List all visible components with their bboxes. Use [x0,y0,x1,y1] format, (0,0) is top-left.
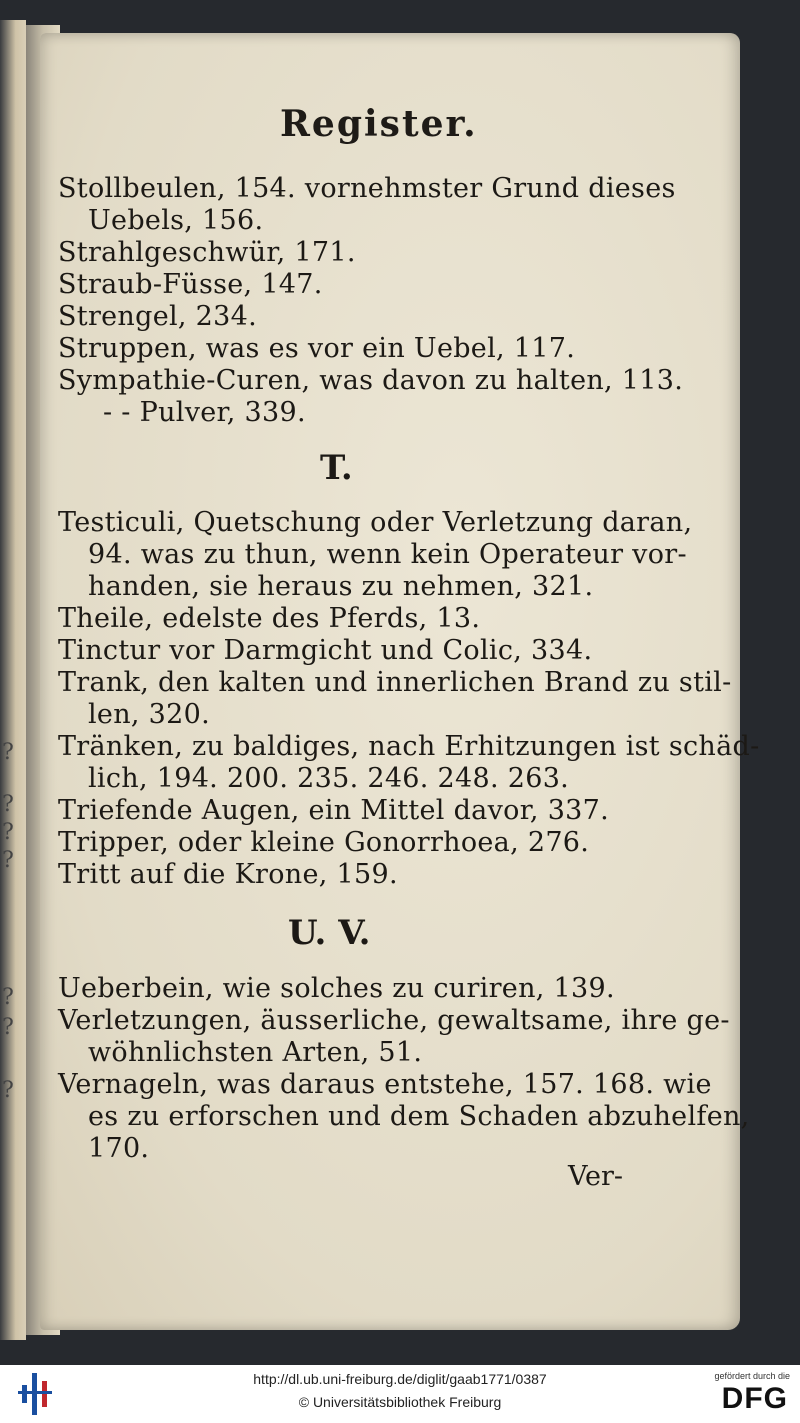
register-line: Strahlgeschwür, 171. [58,237,356,268]
register-line: Stollbeulen, 154. vornehmster Grund dieses [58,173,676,204]
dfg-caption: gefördert durch die [714,1371,790,1381]
register-line: 170. [88,1133,150,1164]
register-line: handen, sie heraus zu nehmen, 321. [88,571,594,602]
register-line: 94. was zu thun, wenn kein Operateur vor- [88,539,687,570]
register-line: Ueberbein, wie solches zu curiren, 139. [58,973,615,1004]
register-line: Straub-Füsse, 147. [58,269,323,300]
catchword: Ver- [568,1161,624,1192]
register-line: Tripper, oder kleine Gonorrhoea, 276. [58,827,590,858]
register-line: Tritt auf die Krone, 159. [58,859,398,890]
register-line: es zu erforschen und dem Schaden abzuhelfen, [88,1101,750,1132]
page-url-link[interactable]: http://dl.ub.uni-freiburg.de/diglit/gaab1771/0387 [253,1371,547,1387]
register-line: Theile, edelste des Pferds, 13. [58,603,481,634]
dfg-logo: DFG [721,1382,788,1415]
section-heading-t: T. [320,448,353,488]
viewer-footer [0,1365,800,1423]
register-line: Tinctur vor Darmgicht und Colic, 334. [58,635,593,666]
register-line: Triefende Augen, ein Mittel davor, 337. [58,795,610,826]
register-line: len, 320. [88,699,210,730]
register-line: - - Pulver, 339. [103,397,306,428]
register-line: wöhnlichsten Arten, 51. [88,1037,423,1068]
register-line: Strengel, 234. [58,301,258,332]
running-head: Register. [280,103,478,145]
register-line: Tränken, zu baldiges, nach Erhitzungen ist schäd- [58,731,760,762]
register-line: Vernageln, was daraus entstehe, 157. 168. wie [58,1069,712,1100]
register-line: Uebels, 156. [88,205,264,236]
book-page [40,33,760,1330]
register-line: Sympathie-Curen, was davon zu halten, 113. [58,365,684,396]
register-line: Verletzungen, äusserliche, gewaltsame, ihre ge- [58,1005,730,1036]
register-line: Struppen, was es vor ein Uebel, 117. [58,333,576,364]
register-line: Trank, den kalten und innerlichen Brand zu stil- [58,667,732,698]
register-line: Testiculi, Quetschung oder Verletzung daran, [58,507,693,538]
copyright-notice: © Universitätsbibliothek Freiburg [298,1394,502,1410]
register-line: lich, 194. 200. 235. 246. 248. 263. [88,763,570,794]
previous-page-edge: ? ? ? ? ? ? ? [0,20,26,1340]
section-heading-uv: U. V. [288,913,371,953]
